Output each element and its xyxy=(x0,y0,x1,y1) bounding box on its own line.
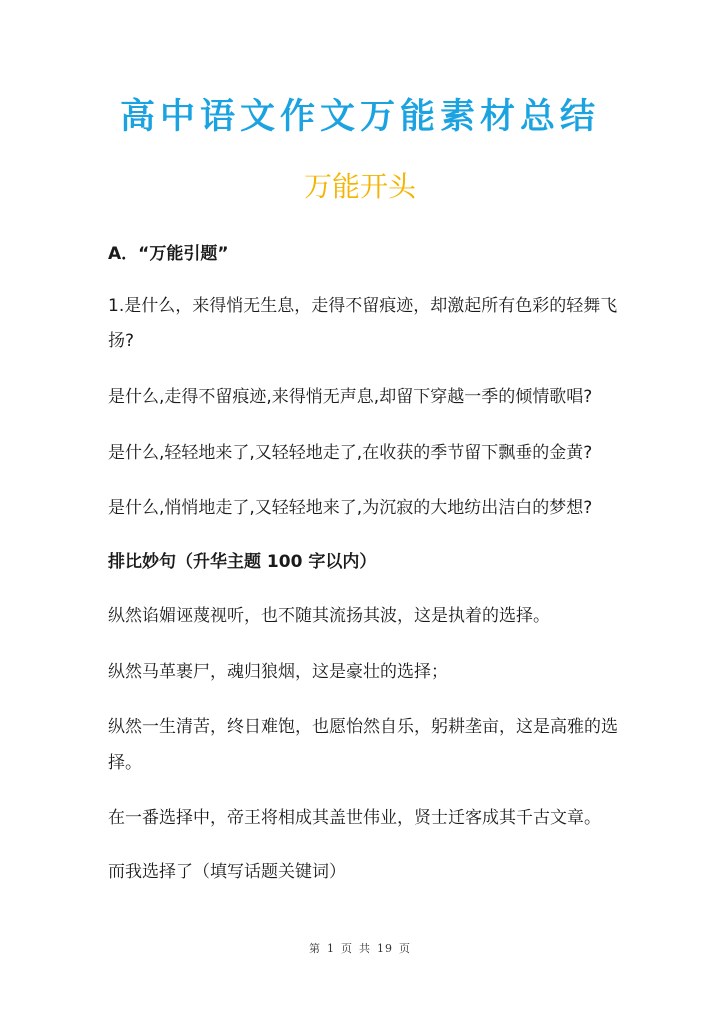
paragraph-1-line-2: 扬? xyxy=(108,331,135,351)
footer-page-unit: 页 xyxy=(341,942,353,955)
paragraph-7-line-1: 纵然一生清苦，终日难饱，也愿怡然自乐，躬耕垄亩，这是高雅的选 xyxy=(108,717,618,737)
paragraph-3: 是什么,轻轻地来了,又轻轻地走了,在收获的季节留下飘垂的金黄? xyxy=(108,443,593,463)
paragraph-5: 纵然谄媚诬蔑视听，也不随其流扬其波，这是执着的选择。 xyxy=(108,606,550,626)
paragraph-9: 而我选择了（填写话题关键词） xyxy=(108,862,346,882)
section-a-heading: A．“万能引题” xyxy=(108,244,229,264)
page-footer xyxy=(0,940,720,956)
footer-total-label: 共 xyxy=(359,942,371,955)
paragraph-4: 是什么,悄悄地走了,又轻轻地来了,为沉寂的大地纺出洁白的梦想? xyxy=(108,498,593,518)
paragraph-8: 在一番选择中，帝王将相成其盖世伟业，贤士迁客成其千古文章。 xyxy=(108,808,601,828)
footer-prefix: 第 xyxy=(309,942,321,955)
paragraph-2: 是什么,走得不留痕迹,来得悄无声息,却留下穿越一季的倾情歌唱? xyxy=(108,387,593,407)
footer-page-number: 1 xyxy=(327,942,335,955)
paragraph-1-line-1: 1.是什么，来得悄无生息，走得不留痕迹，却激起所有色彩的轻舞飞 xyxy=(108,296,618,316)
paragraph-6: 纵然马革裹尸，魂归狼烟，这是豪壮的选择； xyxy=(108,662,448,682)
section-b-heading: 排比妙句（升华主题 100 字以内） xyxy=(108,552,377,572)
document-subtitle: 万能开头 xyxy=(303,170,416,203)
paragraph-7-line-2: 择。 xyxy=(108,753,142,773)
document-title: 高中语文作文万能素材总结 xyxy=(119,96,600,137)
footer-total-pages: 19 xyxy=(377,942,393,955)
footer-total-unit: 页 xyxy=(399,942,411,955)
